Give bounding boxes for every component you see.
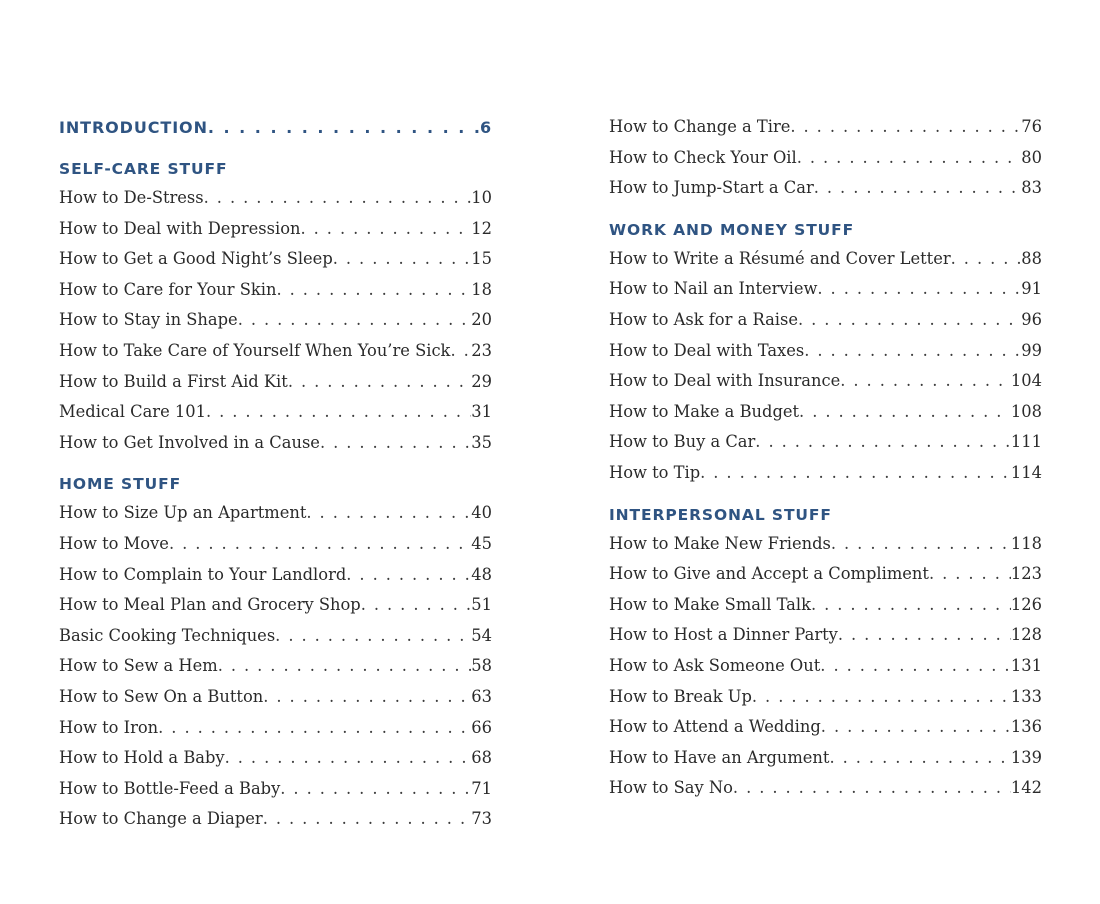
toc-entry-page: 66: [471, 717, 492, 737]
dot-leader: [831, 529, 1011, 560]
dot-leader: [755, 427, 1011, 458]
section-heading: HOME STUFF: [59, 475, 182, 494]
toc-entry[interactable]: [59, 183, 492, 214]
toc-entry-title: How to Care for Your Skin: [59, 279, 277, 299]
toc-entry-title: How to Size Up an Apartment: [59, 503, 307, 523]
toc-entry[interactable]: [609, 336, 1042, 367]
toc-introduction-title: INTRODUCTION: [59, 118, 208, 137]
dot-leader: [301, 214, 472, 245]
dot-leader: [169, 529, 471, 560]
dot-leader: [838, 620, 1011, 651]
dot-leader: [752, 682, 1011, 713]
toc-introduction-entry[interactable]: [59, 113, 492, 143]
toc-left-column: [59, 113, 492, 835]
toc-entry-title: How to Deal with Insurance: [609, 371, 841, 391]
dot-leader: [820, 651, 1011, 682]
toc-entry-page: 35: [471, 432, 492, 452]
toc-right-column: [609, 112, 1042, 804]
dot-leader: [263, 804, 472, 835]
toc-entry-title: How to Get a Good Night’s Sleep: [59, 249, 333, 269]
toc-entry-page: 29: [471, 371, 492, 391]
toc-entry-page: 142: [1010, 778, 1042, 798]
toc-entry-page: 96: [1021, 309, 1042, 329]
toc-entry-title: How to Have an Argument: [609, 747, 830, 767]
toc-entry-page: 91: [1021, 279, 1042, 299]
toc-entry-page: 51: [471, 595, 492, 615]
toc-entry[interactable]: [59, 713, 492, 744]
toc-entry-page: 63: [471, 686, 492, 706]
dot-leader: [263, 682, 471, 713]
toc-entry[interactable]: [609, 712, 1042, 743]
dot-leader: [929, 559, 1011, 590]
toc-entry-title: How to Iron: [59, 717, 159, 737]
toc-entry-title: Medical Care 101: [59, 402, 206, 422]
toc-entry[interactable]: [609, 620, 1042, 651]
toc-entry-page: 71: [471, 778, 492, 798]
toc-entry[interactable]: [59, 397, 492, 428]
toc-entry[interactable]: [609, 773, 1042, 804]
toc-entry[interactable]: [59, 774, 492, 805]
toc-entry-page: 76: [1021, 117, 1042, 136]
toc-entry-title: How to Take Care of Yourself When You’re Sick: [59, 340, 451, 360]
dot-leader: [797, 143, 1022, 174]
toc-entry-title: How to Change a Diaper: [59, 809, 263, 829]
toc-continued-entries: [609, 112, 1042, 204]
dot-leader: [361, 590, 472, 621]
toc-entry[interactable]: [609, 173, 1042, 204]
toc-entry-page: 123: [1010, 564, 1042, 584]
dot-leader: [225, 743, 472, 774]
toc-entry-page: 111: [1010, 432, 1042, 452]
section-heading: INTERPERSONAL STUFF: [609, 505, 832, 524]
dot-leader: [280, 774, 471, 805]
dot-leader: [158, 713, 471, 744]
toc-entry-page: 139: [1010, 747, 1042, 767]
toc-entry-page: 73: [471, 809, 492, 829]
toc-entry-title: How to Buy a Car: [609, 432, 756, 452]
toc-entry-page: 128: [1010, 625, 1042, 645]
dot-leader: [208, 113, 480, 143]
toc-entry-page: 12: [471, 218, 492, 238]
toc-entry-title: How to Meal Plan and Grocery Shop: [59, 595, 361, 615]
toc-entry[interactable]: [609, 397, 1042, 428]
toc-entry[interactable]: [59, 428, 492, 459]
toc-entry[interactable]: [59, 498, 492, 529]
dot-leader: [276, 275, 471, 306]
toc-left-sections: [59, 155, 492, 835]
toc-entry[interactable]: [609, 743, 1042, 774]
dot-leader: [218, 651, 472, 682]
toc-entry[interactable]: [59, 804, 492, 835]
toc-entry-title: How to Nail an Interview: [609, 279, 818, 299]
toc-entry[interactable]: [59, 590, 492, 621]
toc-entry[interactable]: [59, 743, 492, 774]
toc-entry-title: How to Ask for a Raise: [609, 309, 798, 329]
toc-entry[interactable]: [609, 244, 1042, 275]
toc-entry[interactable]: [609, 458, 1042, 489]
dot-leader: [799, 397, 1011, 428]
toc-entry-page: 88: [1021, 248, 1042, 268]
toc-entry-title: How to Make Small Talk: [609, 594, 811, 614]
toc-entry-title: How to Hold a Baby: [59, 748, 225, 768]
toc-entry-page: 48: [471, 564, 492, 584]
toc-entry[interactable]: [59, 275, 492, 306]
dot-leader: [814, 173, 1022, 204]
toc-entry[interactable]: [59, 367, 492, 398]
toc-entry-title: How to Make New Friends: [609, 533, 831, 553]
dot-leader: [346, 560, 471, 591]
dot-leader: [804, 336, 1021, 367]
dot-leader: [951, 244, 1022, 275]
toc-entry-page: 104: [1010, 371, 1042, 391]
toc-entry[interactable]: [609, 682, 1042, 713]
toc-entry-title: How to Complain to Your Landlord: [59, 564, 347, 584]
toc-entry-page: 108: [1010, 401, 1042, 421]
toc-entry[interactable]: [59, 244, 492, 275]
toc-entry-page: 99: [1021, 340, 1042, 360]
toc-entry-title: How to Tip: [609, 462, 701, 482]
dot-leader: [204, 183, 472, 214]
toc-entry-page: 20: [471, 310, 492, 330]
toc-entry[interactable]: [609, 366, 1042, 397]
section-heading: WORK AND MONEY STUFF: [609, 220, 855, 239]
toc-entry-title: How to Build a First Aid Kit: [59, 371, 288, 391]
dot-leader: [333, 244, 472, 275]
toc-entry-title: How to Deal with Depression: [59, 218, 301, 238]
toc-entry[interactable]: [609, 112, 1042, 143]
toc-entry-title: How to De-Stress: [59, 188, 204, 207]
dot-leader: [206, 397, 471, 428]
toc-entry[interactable]: [609, 590, 1042, 621]
toc-entry[interactable]: [59, 682, 492, 713]
dot-leader: [821, 712, 1011, 743]
toc-entry-page: 15: [471, 249, 492, 269]
toc-entry-page: 133: [1010, 686, 1042, 706]
dot-leader: [700, 458, 1011, 489]
toc-entry-title: How to Stay in Shape: [59, 310, 238, 330]
dot-leader: [320, 428, 471, 459]
toc-entry-title: How to Host a Dinner Party: [609, 625, 838, 645]
toc-entry[interactable]: [59, 214, 492, 245]
toc-entry-page: 118: [1010, 533, 1042, 553]
toc-entry[interactable]: [59, 336, 492, 367]
dot-leader: [288, 367, 471, 398]
toc-entry-page: 114: [1010, 462, 1042, 482]
toc-entry-title: How to Move: [59, 533, 169, 553]
toc-entry-title: How to Make a Budget: [609, 401, 800, 421]
toc-entry[interactable]: [59, 529, 492, 560]
toc-entry-page: 136: [1010, 717, 1042, 737]
section-heading: SELF-CARE STUFF: [59, 160, 228, 178]
dot-leader: [733, 773, 1011, 804]
dot-leader: [238, 305, 472, 336]
toc-entry-page: 23: [471, 340, 492, 360]
toc-entry-title: How to Sew a Hem: [59, 656, 218, 676]
toc-entry[interactable]: [609, 427, 1042, 458]
toc-entry[interactable]: [59, 305, 492, 336]
toc-entry-title: How to Break Up: [609, 686, 752, 706]
toc-entry-title: How to Say No: [609, 778, 733, 798]
toc-entry-title: How to Ask Someone Out: [609, 655, 821, 675]
toc-entry[interactable]: [59, 621, 492, 652]
dot-leader: [840, 366, 1011, 397]
toc-entry[interactable]: [609, 274, 1042, 305]
toc-introduction-page: 6: [479, 118, 492, 137]
dot-leader: [450, 336, 471, 367]
toc-entry-page: 10: [471, 188, 492, 207]
toc-entry[interactable]: [609, 529, 1042, 560]
toc-entry[interactable]: [59, 651, 492, 682]
toc-entry-page: 40: [471, 503, 492, 523]
toc-entry[interactable]: [609, 559, 1042, 590]
dot-leader: [306, 498, 471, 529]
toc-entry-title: How to Deal with Taxes: [609, 340, 805, 360]
toc-entry-page: 83: [1021, 178, 1042, 198]
toc-entry-title: How to Get Involved in a Cause: [59, 432, 320, 452]
toc-entry-title: How to Write a Résumé and Cover Letter: [609, 248, 951, 268]
toc-entry-title: How to Change a Tire: [609, 117, 791, 136]
toc-entry-title: How to Jump-Start a Car: [609, 178, 814, 198]
toc-entry-page: 131: [1010, 655, 1042, 675]
toc-entry-page: 31: [471, 402, 492, 422]
toc-entry-page: 80: [1021, 147, 1042, 167]
dot-leader: [829, 743, 1010, 774]
toc-entry[interactable]: [59, 560, 492, 591]
toc-entry-page: 58: [471, 656, 492, 676]
toc-entry[interactable]: [609, 651, 1042, 682]
toc-entry[interactable]: [609, 143, 1042, 174]
dot-leader: [275, 621, 471, 652]
toc-entry-title: How to Sew On a Button: [59, 686, 264, 706]
toc-entry-page: 45: [471, 533, 492, 553]
toc-entry-title: How to Bottle-Feed a Baby: [59, 778, 281, 798]
dot-leader: [798, 305, 1021, 336]
toc-right-sections: [609, 216, 1042, 804]
toc-entry-page: 126: [1010, 594, 1042, 614]
toc-entry-title: Basic Cooking Techniques: [59, 625, 276, 645]
dot-leader: [817, 274, 1021, 305]
toc-entry-title: How to Check Your Oil: [609, 147, 797, 167]
toc-entry-title: How to Give and Accept a Compliment: [609, 564, 929, 584]
dot-leader: [811, 590, 1011, 621]
toc-entry[interactable]: [609, 305, 1042, 336]
toc-entry-title: How to Attend a Wedding: [609, 717, 821, 737]
dot-leader: [790, 112, 1021, 143]
toc-entry-page: 68: [471, 748, 492, 768]
toc-entry-page: 54: [471, 625, 492, 645]
toc-entry-page: 18: [471, 279, 492, 299]
